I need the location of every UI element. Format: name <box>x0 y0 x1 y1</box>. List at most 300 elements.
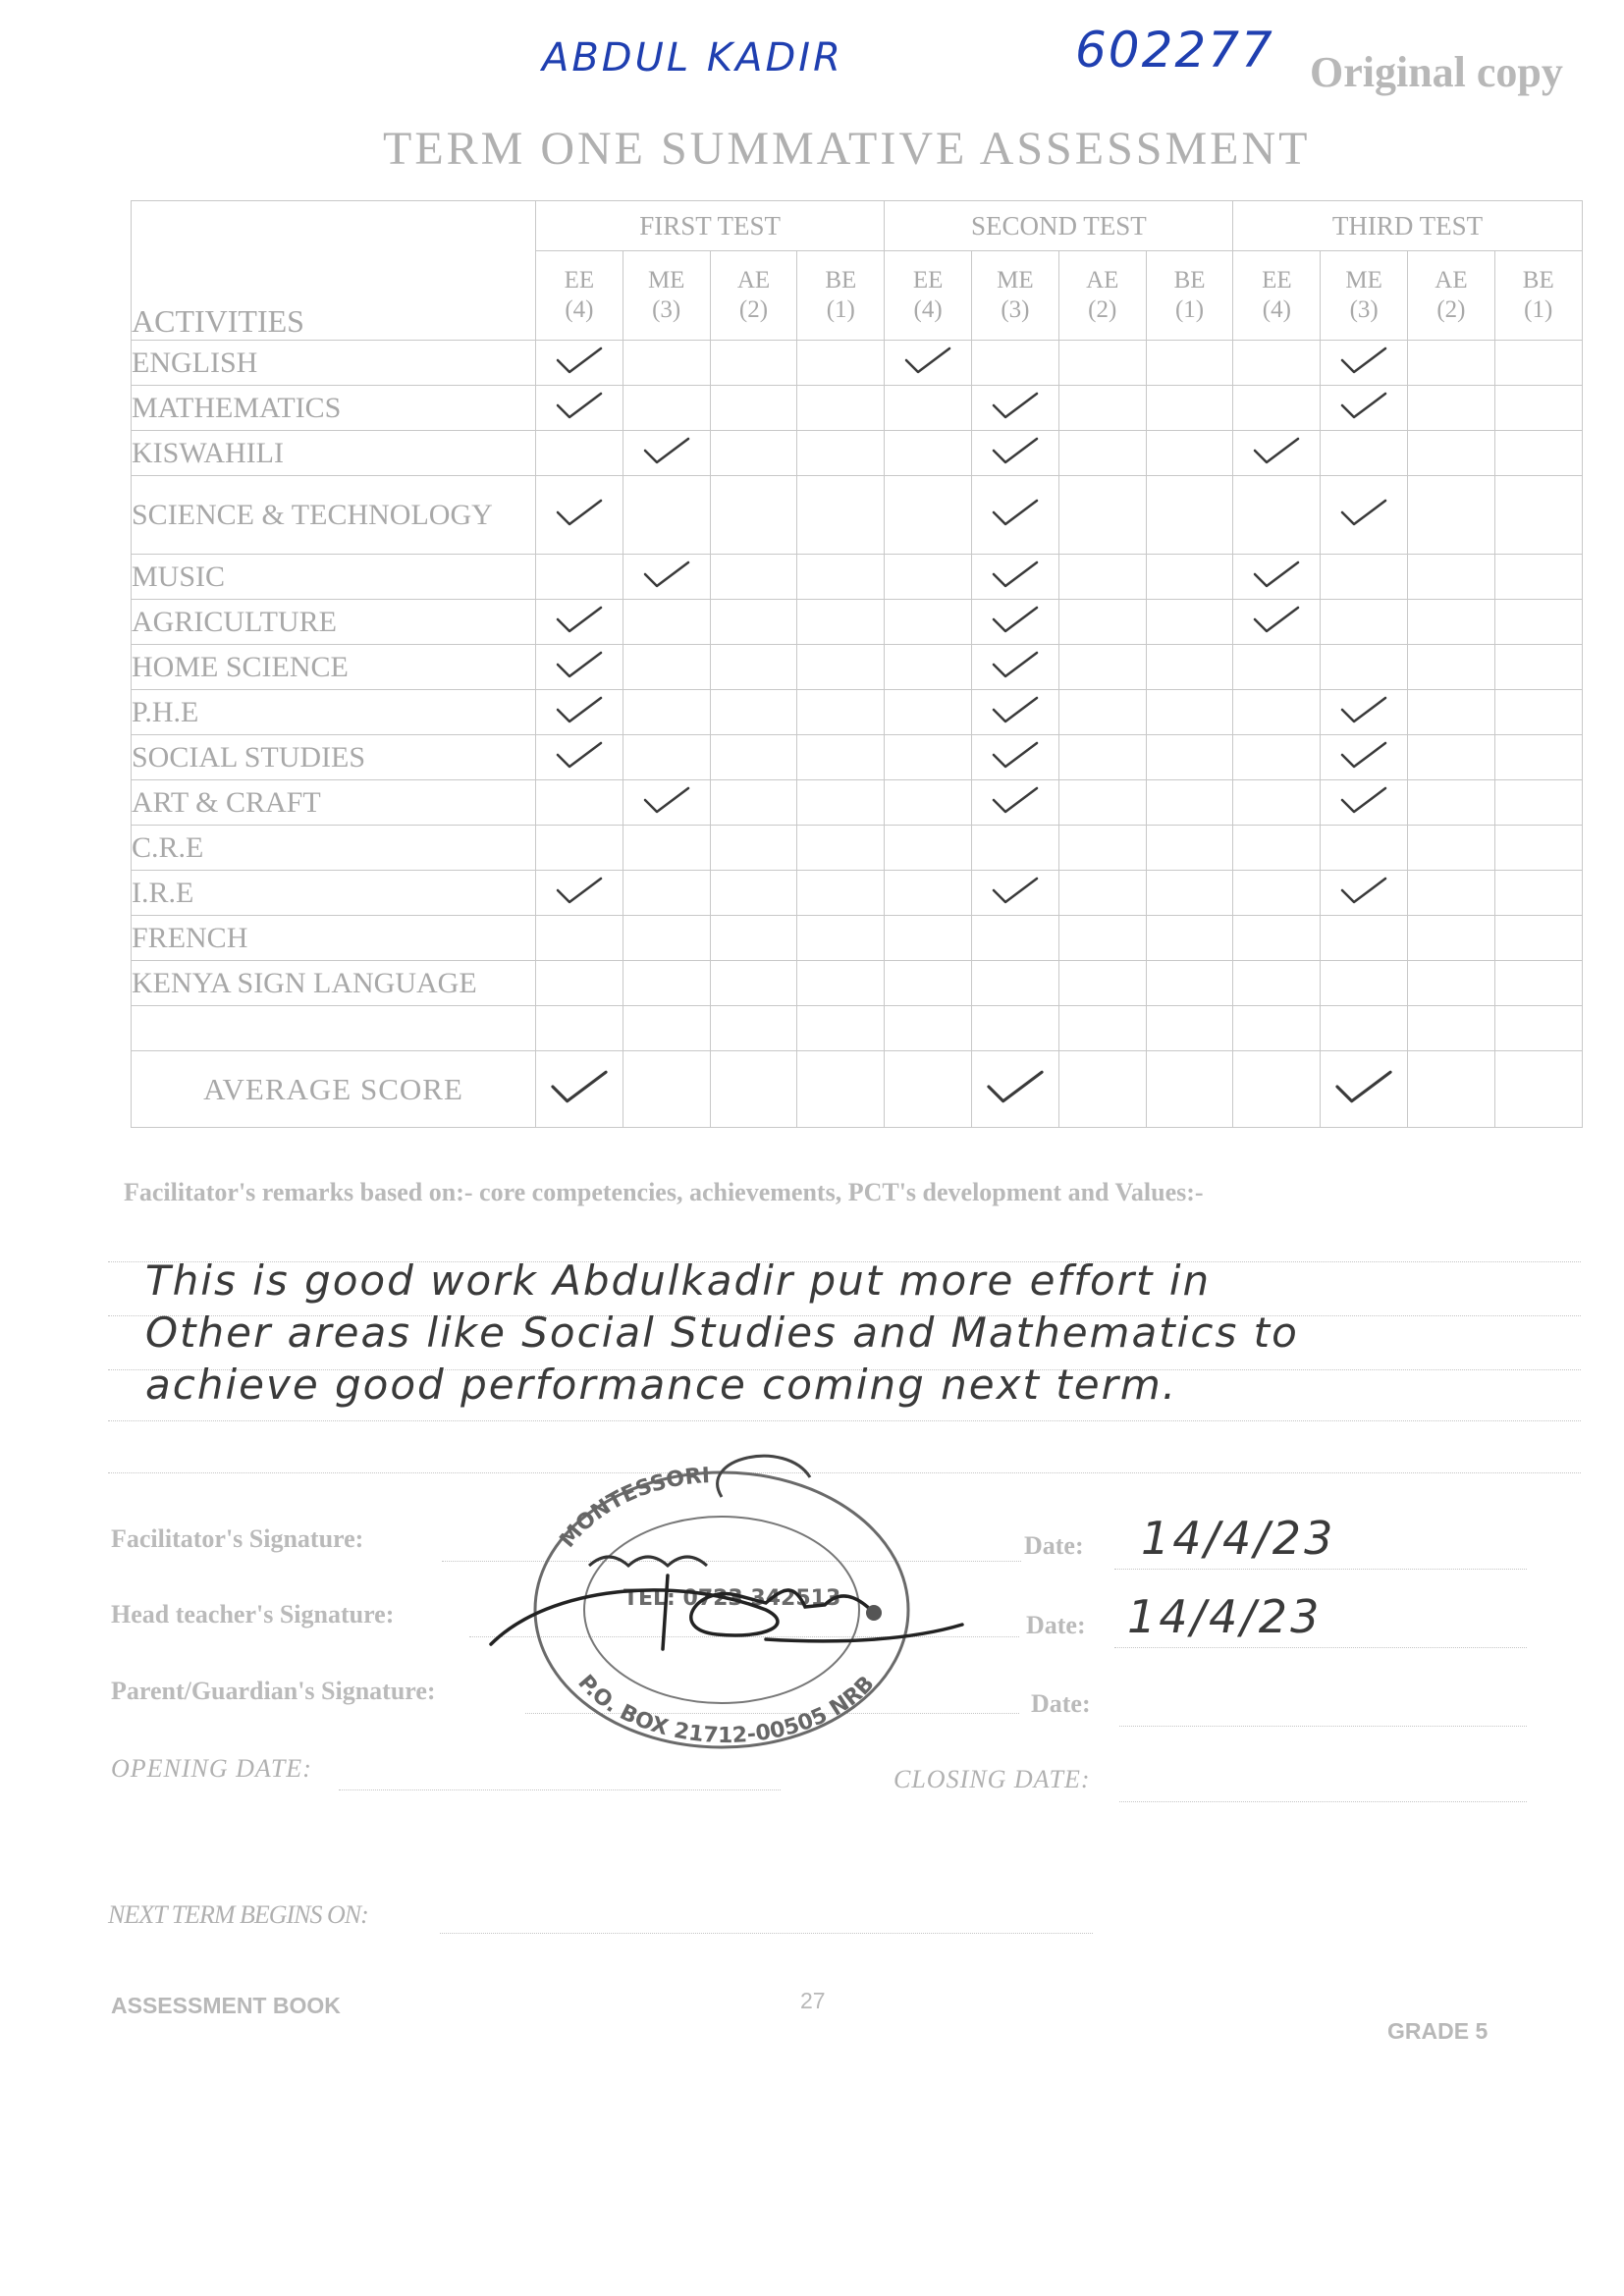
mark-cell <box>1233 1006 1321 1051</box>
mark-cell <box>1494 600 1582 645</box>
mark-cell <box>972 826 1059 871</box>
parent-date-label: Date: <box>1031 1689 1091 1718</box>
level-header-cell <box>1321 251 1408 341</box>
mark-cell <box>710 780 797 826</box>
level-points: (1) <box>1174 296 1205 323</box>
mark-cell <box>885 735 972 780</box>
student-id: 602277 <box>1075 22 1274 79</box>
mark-cell <box>623 645 710 690</box>
average-mark-cell <box>797 1051 885 1128</box>
school-stamp <box>471 1438 982 1762</box>
activities-header: ACTIVITIES <box>132 201 536 341</box>
mark-cell <box>536 916 623 961</box>
average-mark-cell <box>885 1051 972 1128</box>
mark-cell <box>710 916 797 961</box>
page-number: 27 <box>800 1988 826 2013</box>
remark-line-3: achieve good performance coming next term. <box>145 1361 1178 1409</box>
mark-cell <box>1321 476 1408 555</box>
mark-cell <box>623 476 710 555</box>
average-mark-cell <box>1321 1051 1408 1128</box>
mark-cell <box>1058 826 1146 871</box>
subject-cell: HOME SCIENCE <box>132 645 536 690</box>
mark-cell <box>710 386 797 431</box>
table-row <box>132 431 1583 476</box>
mark-cell <box>1146 690 1233 735</box>
average-mark-cell <box>623 1051 710 1128</box>
subject-cell: P.H.E <box>132 690 536 735</box>
mark-cell <box>536 1006 623 1051</box>
checkmark-icon <box>554 345 605 376</box>
checkmark-icon <box>641 784 692 816</box>
opening-date-line <box>339 1789 781 1790</box>
mark-cell <box>885 386 972 431</box>
level-code: ME <box>647 267 685 294</box>
mark-cell <box>1233 961 1321 1006</box>
mark-cell <box>885 555 972 600</box>
second-test-header: SECOND TEST <box>885 201 1233 251</box>
mark-cell <box>1146 476 1233 555</box>
mark-cell <box>1146 386 1233 431</box>
level-header-cell <box>710 251 797 341</box>
mark-cell <box>1408 690 1495 735</box>
mark-cell <box>1233 341 1321 386</box>
mark-cell <box>536 780 623 826</box>
stamp-box-text: P.O. BOX 21712-00505 NRB <box>572 1670 880 1749</box>
average-mark-cell <box>536 1051 623 1128</box>
mark-cell <box>710 600 797 645</box>
level-header-cell <box>885 251 972 341</box>
average-mark-cell <box>1058 1051 1146 1128</box>
table-row <box>132 1006 1583 1051</box>
level-points: (4) <box>913 296 943 323</box>
mark-cell <box>1494 645 1582 690</box>
mark-cell <box>885 431 972 476</box>
facilitator-date: 14/4/23 <box>1141 1512 1336 1565</box>
mark-cell <box>536 431 623 476</box>
mark-cell <box>972 961 1059 1006</box>
parent-signature-label: Parent/Guardian's Signature: <box>111 1677 436 1705</box>
subject-cell: MUSIC <box>132 555 536 600</box>
level-code: ME <box>997 267 1034 294</box>
checkmark-icon <box>990 875 1041 906</box>
svg-text:P.O. BOX 21712-00505 NRB <box>572 1671 879 1748</box>
checkmark-icon <box>990 497 1041 528</box>
head-teacher-date: 14/4/23 <box>1127 1590 1323 1643</box>
mark-cell <box>1058 555 1146 600</box>
level-code: AE <box>1435 267 1468 294</box>
mark-cell <box>972 431 1059 476</box>
mark-cell <box>797 431 885 476</box>
checkmark-icon <box>554 739 605 771</box>
average-mark-cell <box>972 1051 1059 1128</box>
mark-cell <box>1408 386 1495 431</box>
head-teacher-date-line <box>1114 1647 1527 1648</box>
mark-cell <box>1494 555 1582 600</box>
mark-cell <box>536 645 623 690</box>
mark-cell <box>623 386 710 431</box>
mark-cell <box>972 600 1059 645</box>
mark-cell <box>797 780 885 826</box>
level-points: (2) <box>1436 296 1466 323</box>
mark-cell <box>1321 916 1408 961</box>
level-points: (1) <box>1524 296 1553 323</box>
mark-cell <box>1058 871 1146 916</box>
mark-cell <box>885 476 972 555</box>
level-code: AE <box>736 267 771 294</box>
mark-cell <box>536 961 623 1006</box>
test-header-row <box>132 201 1583 251</box>
mark-cell <box>972 341 1059 386</box>
checkmark-icon <box>1338 739 1389 771</box>
average-score-label: AVERAGE SCORE <box>132 1051 536 1128</box>
mark-cell <box>797 386 885 431</box>
mark-cell <box>710 341 797 386</box>
facilitator-date-line <box>1114 1569 1527 1570</box>
level-points: (4) <box>1262 296 1291 323</box>
mark-cell <box>623 555 710 600</box>
level-points: (3) <box>1349 296 1379 323</box>
checkmark-icon <box>1338 694 1389 725</box>
mark-cell <box>1494 826 1582 871</box>
mark-cell <box>1408 871 1495 916</box>
mark-cell <box>623 431 710 476</box>
checkmark-icon <box>1251 559 1302 590</box>
mark-cell <box>1233 871 1321 916</box>
checkmark-icon <box>641 559 692 590</box>
mark-cell <box>885 645 972 690</box>
subject-cell: AGRICULTURE <box>132 600 536 645</box>
mark-cell <box>972 1006 1059 1051</box>
checkmark-icon <box>554 604 605 635</box>
mark-cell <box>885 600 972 645</box>
facilitator-signature-label: Facilitator's Signature: <box>111 1524 364 1553</box>
mark-cell <box>623 1006 710 1051</box>
mark-cell <box>1233 431 1321 476</box>
mark-cell <box>710 961 797 1006</box>
mark-cell <box>1494 871 1582 916</box>
head-teacher-date-label: Date: <box>1026 1611 1086 1639</box>
mark-cell <box>1408 961 1495 1006</box>
mark-cell <box>1058 341 1146 386</box>
mark-cell <box>972 555 1059 600</box>
mark-cell <box>797 645 885 690</box>
mark-cell <box>885 826 972 871</box>
mark-cell <box>710 735 797 780</box>
average-mark-cell <box>1233 1051 1321 1128</box>
mark-cell <box>1494 1006 1582 1051</box>
mark-cell <box>1494 431 1582 476</box>
mark-cell <box>1146 645 1233 690</box>
level-points: (3) <box>1001 296 1030 323</box>
subject-cell: ENGLISH <box>132 341 536 386</box>
level-code: EE <box>1262 267 1292 294</box>
mark-cell <box>710 871 797 916</box>
mark-cell <box>1494 916 1582 961</box>
mark-cell <box>1408 555 1495 600</box>
checkmark-icon <box>990 649 1041 680</box>
mark-cell <box>1408 341 1495 386</box>
mark-cell <box>623 690 710 735</box>
subject-cell: I.R.E <box>132 871 536 916</box>
mark-cell <box>1321 645 1408 690</box>
mark-cell <box>1321 341 1408 386</box>
mark-cell <box>1058 600 1146 645</box>
checkmark-icon <box>554 497 605 528</box>
subject-cell: SOCIAL STUDIES <box>132 735 536 780</box>
average-score-row <box>132 1051 1583 1128</box>
mark-cell <box>1058 476 1146 555</box>
mark-cell <box>972 690 1059 735</box>
mark-cell <box>1233 555 1321 600</box>
checkmark-icon <box>1338 345 1389 376</box>
mark-cell <box>1058 1006 1146 1051</box>
mark-cell <box>1408 645 1495 690</box>
mark-cell <box>1321 826 1408 871</box>
mark-cell <box>1146 780 1233 826</box>
mark-cell <box>972 476 1059 555</box>
mark-cell <box>797 961 885 1006</box>
average-mark-cell <box>1494 1051 1582 1128</box>
mark-cell <box>797 341 885 386</box>
mark-cell <box>1408 431 1495 476</box>
mark-cell <box>1321 1006 1408 1051</box>
mark-cell <box>710 555 797 600</box>
table-row <box>132 735 1583 780</box>
mark-cell <box>1058 645 1146 690</box>
mark-cell <box>885 341 972 386</box>
mark-cell <box>885 871 972 916</box>
mark-cell <box>1146 431 1233 476</box>
mark-cell <box>1494 341 1582 386</box>
stamp-tel-text: TEL: 0723 342513 <box>623 1586 841 1611</box>
mark-cell <box>1408 780 1495 826</box>
mark-cell <box>797 826 885 871</box>
mark-cell <box>1146 735 1233 780</box>
table-row <box>132 386 1583 431</box>
mark-cell <box>536 600 623 645</box>
mark-cell <box>885 1006 972 1051</box>
mark-cell <box>1408 600 1495 645</box>
subject-cell: SCIENCE & TECHNOLOGY <box>132 476 536 555</box>
stamp-ring-text: MONTESSORI <box>555 1464 711 1553</box>
facilitator-date-label: Date: <box>1024 1531 1084 1560</box>
mark-cell <box>536 871 623 916</box>
mark-cell <box>972 645 1059 690</box>
mark-cell <box>1058 690 1146 735</box>
table-row <box>132 916 1583 961</box>
mark-cell <box>972 780 1059 826</box>
level-header-cell <box>972 251 1059 341</box>
mark-cell <box>1321 386 1408 431</box>
assessment-table <box>131 200 1583 1128</box>
mark-cell <box>623 341 710 386</box>
checkmark-icon <box>1332 1064 1395 1109</box>
mark-cell <box>1321 961 1408 1006</box>
remark-line-2: Other areas like Social Studies and Mathematics to <box>145 1308 1299 1357</box>
mark-cell <box>1408 735 1495 780</box>
subject-cell: C.R.E <box>132 826 536 871</box>
level-header-cell <box>1494 251 1582 341</box>
next-term-label: NEXT TERM BEGINS ON: <box>108 1900 368 1929</box>
mark-cell <box>1408 916 1495 961</box>
mark-cell <box>972 871 1059 916</box>
mark-cell <box>1408 826 1495 871</box>
mark-cell <box>710 476 797 555</box>
level-code: EE <box>564 267 595 294</box>
mark-cell <box>797 600 885 645</box>
mark-cell <box>1408 1006 1495 1051</box>
mark-cell <box>1408 476 1495 555</box>
mark-cell <box>623 826 710 871</box>
mark-cell <box>1058 735 1146 780</box>
checkmark-icon <box>1338 497 1389 528</box>
mark-cell <box>1233 386 1321 431</box>
mark-cell <box>1233 600 1321 645</box>
level-header-cell <box>623 251 710 341</box>
mark-cell <box>1058 961 1146 1006</box>
mark-cell <box>885 961 972 1006</box>
mark-cell <box>536 555 623 600</box>
mark-cell <box>1494 735 1582 780</box>
level-header-cell <box>1233 251 1321 341</box>
mark-cell <box>972 735 1059 780</box>
checkmark-icon <box>902 345 953 376</box>
checkmark-icon <box>990 435 1041 466</box>
subject-cell: FRENCH <box>132 916 536 961</box>
mark-cell <box>623 600 710 645</box>
remark-line-1: This is good work Abdulkadir put more effort in <box>145 1256 1212 1305</box>
mark-cell <box>1233 645 1321 690</box>
table-row <box>132 780 1583 826</box>
mark-cell <box>1321 780 1408 826</box>
mark-cell <box>797 555 885 600</box>
checkmark-icon <box>554 875 605 906</box>
table-row <box>132 961 1583 1006</box>
mark-cell <box>536 386 623 431</box>
table-row <box>132 871 1583 916</box>
mark-cell <box>710 645 797 690</box>
footer-grade-label: GRADE 5 <box>1387 2018 1489 2044</box>
level-code: BE <box>825 267 857 294</box>
footer-book-label: ASSESSMENT BOOK <box>111 1993 341 2018</box>
opening-date-label: OPENING DATE: <box>111 1754 312 1783</box>
average-mark-cell <box>1146 1051 1233 1128</box>
mark-cell <box>1233 916 1321 961</box>
checkmark-icon <box>1251 604 1302 635</box>
level-points: (4) <box>565 296 594 323</box>
table-row <box>132 690 1583 735</box>
level-header-cell <box>1408 251 1495 341</box>
mark-cell <box>797 1006 885 1051</box>
mark-cell <box>797 735 885 780</box>
table-row <box>132 555 1583 600</box>
table-row <box>132 341 1583 386</box>
mark-cell <box>1146 826 1233 871</box>
page-title: TERM ONE SUMMATIVE ASSESSMENT <box>383 123 1311 175</box>
mark-cell <box>710 1006 797 1051</box>
remark-line <box>108 1420 1581 1421</box>
level-points: (3) <box>652 296 681 323</box>
level-code: ME <box>1345 267 1382 294</box>
mark-cell <box>1494 690 1582 735</box>
mark-cell <box>1146 555 1233 600</box>
mark-cell <box>1494 961 1582 1006</box>
subject-cell: MATHEMATICS <box>132 386 536 431</box>
mark-cell <box>1058 431 1146 476</box>
mark-cell <box>1233 780 1321 826</box>
mark-cell <box>536 826 623 871</box>
mark-cell <box>1233 826 1321 871</box>
mark-cell <box>797 476 885 555</box>
student-name: ABDUL KADIR <box>542 35 843 80</box>
level-code: EE <box>912 267 944 294</box>
subject-cell: KENYA SIGN LANGUAGE <box>132 961 536 1006</box>
mark-cell <box>623 916 710 961</box>
mark-cell <box>1494 780 1582 826</box>
head-teacher-signature-label: Head teacher's Signature: <box>111 1600 395 1629</box>
mark-cell <box>1233 690 1321 735</box>
checkmark-icon <box>990 559 1041 590</box>
mark-cell <box>1058 780 1146 826</box>
mark-cell <box>536 690 623 735</box>
mark-cell <box>797 690 885 735</box>
checkmark-icon <box>984 1064 1047 1109</box>
parent-date-line <box>1119 1726 1527 1727</box>
mark-cell <box>536 341 623 386</box>
level-code: AE <box>1086 267 1119 294</box>
mark-cell <box>710 826 797 871</box>
checkmark-icon <box>641 435 692 466</box>
level-points: (1) <box>826 296 855 323</box>
mark-cell <box>972 386 1059 431</box>
checkmark-icon <box>1338 875 1389 906</box>
mark-cell <box>1321 690 1408 735</box>
mark-cell <box>623 871 710 916</box>
mark-cell <box>623 780 710 826</box>
mark-cell <box>710 431 797 476</box>
table-row <box>132 826 1583 871</box>
level-header-cell <box>536 251 623 341</box>
level-header-cell <box>1146 251 1233 341</box>
checkmark-icon <box>554 649 605 680</box>
level-code: BE <box>1522 267 1554 294</box>
mark-cell <box>1321 600 1408 645</box>
checkmark-icon <box>1338 784 1389 816</box>
average-mark-cell <box>1408 1051 1495 1128</box>
copy-label: Original copy <box>1310 48 1563 96</box>
checkmark-icon <box>990 604 1041 635</box>
mark-cell <box>1321 871 1408 916</box>
table-row <box>132 645 1583 690</box>
checkmark-icon <box>1251 435 1302 466</box>
mark-cell <box>623 961 710 1006</box>
mark-cell <box>1321 735 1408 780</box>
mark-cell <box>885 690 972 735</box>
mark-cell <box>885 780 972 826</box>
next-term-line <box>440 1933 1093 1934</box>
mark-cell <box>536 735 623 780</box>
level-header-cell <box>797 251 885 341</box>
mark-cell <box>797 916 885 961</box>
closing-date-line <box>1119 1801 1527 1802</box>
mark-cell <box>1058 386 1146 431</box>
subject-cell: KISWAHILI <box>132 431 536 476</box>
mark-cell <box>885 916 972 961</box>
mark-cell <box>710 690 797 735</box>
checkmark-icon <box>548 1064 611 1109</box>
remarks-label: Facilitator's remarks based on:- core competencies, achievements, PCT's development and Values:- <box>124 1178 1204 1206</box>
mark-cell <box>1146 961 1233 1006</box>
